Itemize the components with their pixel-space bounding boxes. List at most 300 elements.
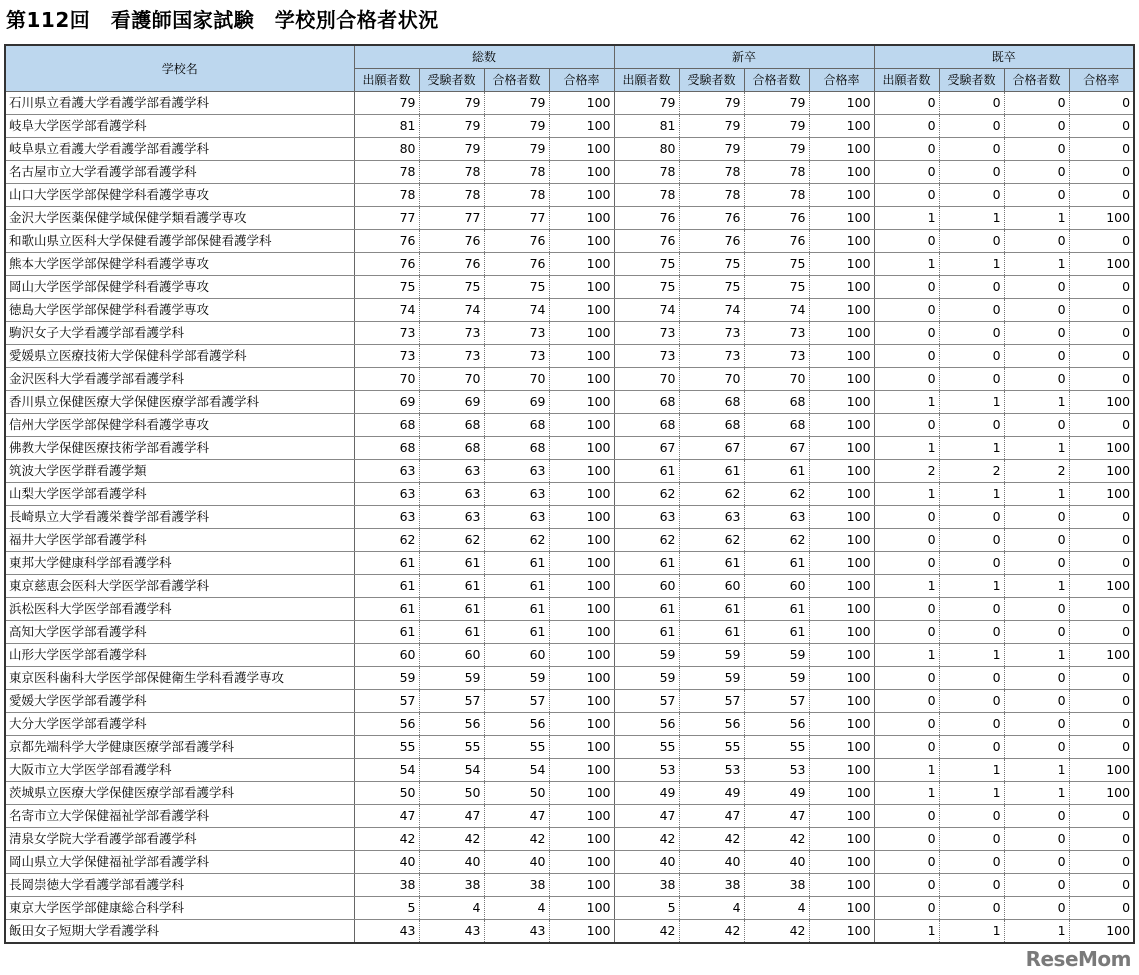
value-cell: 0 (874, 345, 939, 368)
value-cell: 59 (614, 644, 679, 667)
value-cell: 1 (874, 437, 939, 460)
value-cell: 0 (874, 115, 939, 138)
value-cell: 100 (549, 690, 614, 713)
value-cell: 100 (549, 460, 614, 483)
table-row (5, 828, 1134, 851)
value-cell: 0 (1069, 161, 1134, 184)
value-cell: 100 (809, 828, 874, 851)
value-cell: 100 (549, 851, 614, 874)
value-cell: 40 (614, 851, 679, 874)
value-cell: 0 (939, 414, 1004, 437)
school-name-cell: 浜松医科大学医学部看護学科 (5, 598, 354, 621)
value-cell: 61 (679, 552, 744, 575)
value-cell: 73 (484, 345, 549, 368)
value-cell: 38 (484, 874, 549, 897)
value-cell: 68 (744, 391, 809, 414)
value-cell: 0 (939, 598, 1004, 621)
value-cell: 0 (874, 322, 939, 345)
value-cell: 67 (744, 437, 809, 460)
value-cell: 68 (679, 414, 744, 437)
value-cell: 100 (549, 184, 614, 207)
value-cell: 100 (809, 713, 874, 736)
value-cell: 0 (939, 230, 1004, 253)
value-cell: 0 (874, 529, 939, 552)
value-cell: 69 (354, 391, 419, 414)
value-cell: 61 (354, 552, 419, 575)
value-cell: 61 (614, 598, 679, 621)
value-cell: 0 (874, 736, 939, 759)
value-cell: 2 (939, 460, 1004, 483)
value-cell: 100 (549, 529, 614, 552)
value-cell: 59 (419, 667, 484, 690)
value-cell: 68 (354, 437, 419, 460)
value-cell: 73 (419, 322, 484, 345)
value-cell: 62 (614, 529, 679, 552)
value-cell: 42 (419, 828, 484, 851)
school-name-cell: 山口大学医学部保健学科看護学専攻 (5, 184, 354, 207)
value-cell: 68 (354, 414, 419, 437)
value-cell: 0 (1069, 713, 1134, 736)
resemom-logo: ReseMom (1025, 947, 1131, 971)
value-cell: 78 (354, 161, 419, 184)
value-cell: 100 (1069, 460, 1134, 483)
value-cell: 100 (1069, 253, 1134, 276)
value-cell: 0 (1069, 552, 1134, 575)
value-cell: 56 (484, 713, 549, 736)
value-cell: 79 (744, 138, 809, 161)
value-cell: 73 (679, 345, 744, 368)
value-cell: 100 (549, 483, 614, 506)
value-cell: 56 (679, 713, 744, 736)
value-cell: 78 (614, 184, 679, 207)
value-cell: 69 (484, 391, 549, 414)
value-cell: 100 (809, 667, 874, 690)
value-cell: 100 (549, 713, 614, 736)
value-cell: 61 (419, 575, 484, 598)
value-cell: 77 (484, 207, 549, 230)
table-row (5, 575, 1134, 598)
value-cell: 0 (1004, 368, 1069, 391)
value-cell: 61 (744, 598, 809, 621)
value-cell: 0 (1004, 851, 1069, 874)
table-row (5, 598, 1134, 621)
value-cell: 1 (874, 207, 939, 230)
school-name-cell: 大阪市立大学医学部看護学科 (5, 759, 354, 782)
school-name-cell: 佛教大学保健医療技術学部看護学科 (5, 437, 354, 460)
value-cell: 100 (809, 782, 874, 805)
value-cell: 76 (484, 230, 549, 253)
value-cell: 0 (1004, 414, 1069, 437)
value-cell: 100 (549, 667, 614, 690)
table-row (5, 552, 1134, 575)
table-row (5, 667, 1134, 690)
value-cell: 63 (484, 483, 549, 506)
value-cell: 100 (549, 897, 614, 920)
value-cell: 100 (809, 184, 874, 207)
value-cell: 38 (744, 874, 809, 897)
value-cell: 50 (419, 782, 484, 805)
value-cell: 61 (679, 621, 744, 644)
value-cell: 0 (1004, 230, 1069, 253)
value-cell: 57 (614, 690, 679, 713)
value-cell: 100 (549, 782, 614, 805)
value-cell: 42 (679, 920, 744, 944)
value-cell: 100 (549, 115, 614, 138)
value-cell: 0 (1069, 345, 1134, 368)
value-cell: 100 (809, 575, 874, 598)
value-cell: 1 (874, 391, 939, 414)
value-cell: 74 (744, 299, 809, 322)
value-cell: 0 (1004, 138, 1069, 161)
value-cell: 73 (354, 345, 419, 368)
value-cell: 0 (1069, 368, 1134, 391)
value-cell: 1 (874, 575, 939, 598)
value-cell: 63 (419, 460, 484, 483)
value-cell: 4 (679, 897, 744, 920)
table-row (5, 529, 1134, 552)
value-cell: 0 (939, 115, 1004, 138)
value-cell: 67 (614, 437, 679, 460)
value-cell: 43 (484, 920, 549, 944)
value-cell: 0 (874, 667, 939, 690)
table-row (5, 345, 1134, 368)
value-cell: 1 (1004, 483, 1069, 506)
value-cell: 0 (874, 92, 939, 115)
value-cell: 61 (679, 460, 744, 483)
value-cell: 59 (679, 667, 744, 690)
value-cell: 100 (1069, 644, 1134, 667)
table-row (5, 874, 1134, 897)
value-cell: 100 (1069, 575, 1134, 598)
school-name-cell: 駒沢女子大学看護学部看護学科 (5, 322, 354, 345)
value-cell: 61 (614, 552, 679, 575)
value-cell: 1 (939, 920, 1004, 944)
value-cell: 74 (614, 299, 679, 322)
value-cell: 100 (809, 644, 874, 667)
table-row (5, 920, 1134, 944)
value-cell: 100 (809, 483, 874, 506)
value-cell: 0 (1069, 529, 1134, 552)
value-cell: 0 (874, 598, 939, 621)
value-cell: 0 (939, 805, 1004, 828)
value-cell: 1 (939, 759, 1004, 782)
school-column-header: 学校名 (5, 45, 354, 92)
value-cell: 100 (809, 529, 874, 552)
value-cell: 68 (679, 391, 744, 414)
value-cell: 63 (354, 460, 419, 483)
value-cell: 78 (679, 161, 744, 184)
value-cell: 0 (1069, 874, 1134, 897)
value-cell: 100 (1069, 437, 1134, 460)
value-cell: 70 (484, 368, 549, 391)
value-cell: 0 (1069, 690, 1134, 713)
value-cell: 100 (1069, 759, 1134, 782)
value-cell: 53 (614, 759, 679, 782)
value-cell: 100 (809, 115, 874, 138)
value-cell: 100 (549, 345, 614, 368)
school-name-cell: 香川県立保健医療大学保健医療学部看護学科 (5, 391, 354, 414)
school-name-cell: 福井大学医学部看護学科 (5, 529, 354, 552)
value-cell: 68 (744, 414, 809, 437)
value-cell: 100 (809, 851, 874, 874)
value-cell: 0 (1069, 805, 1134, 828)
school-name-cell: 信州大学医学部保健学科看護学専攻 (5, 414, 354, 437)
value-cell: 0 (1004, 805, 1069, 828)
value-cell: 50 (484, 782, 549, 805)
value-cell: 38 (614, 874, 679, 897)
value-cell: 1 (939, 253, 1004, 276)
value-cell: 54 (484, 759, 549, 782)
value-cell: 78 (354, 184, 419, 207)
value-cell: 63 (484, 460, 549, 483)
value-cell: 100 (549, 161, 614, 184)
value-cell: 76 (614, 230, 679, 253)
table-body (5, 92, 1134, 944)
value-cell: 100 (809, 437, 874, 460)
table-row (5, 253, 1134, 276)
school-name-cell: 岡山大学医学部保健学科看護学専攻 (5, 276, 354, 299)
value-cell: 56 (419, 713, 484, 736)
value-cell: 76 (419, 230, 484, 253)
value-cell: 79 (484, 138, 549, 161)
table-row (5, 230, 1134, 253)
value-cell: 40 (354, 851, 419, 874)
value-cell: 60 (744, 575, 809, 598)
value-cell: 100 (549, 414, 614, 437)
value-cell: 1 (874, 644, 939, 667)
value-cell: 61 (484, 598, 549, 621)
value-cell: 0 (939, 345, 1004, 368)
value-cell: 100 (549, 621, 614, 644)
value-cell: 1 (939, 782, 1004, 805)
value-cell: 4 (484, 897, 549, 920)
value-cell: 62 (484, 529, 549, 552)
value-cell: 63 (419, 483, 484, 506)
value-cell: 100 (549, 552, 614, 575)
value-cell: 0 (939, 506, 1004, 529)
value-cell: 79 (679, 138, 744, 161)
value-cell: 55 (614, 736, 679, 759)
value-cell: 59 (744, 667, 809, 690)
value-cell: 61 (744, 621, 809, 644)
value-cell: 42 (744, 920, 809, 944)
value-cell: 0 (874, 506, 939, 529)
value-cell: 57 (744, 690, 809, 713)
value-cell: 0 (939, 713, 1004, 736)
school-name-cell: 茨城県立医療大学保健医療学部看護学科 (5, 782, 354, 805)
value-cell: 0 (874, 851, 939, 874)
table-row (5, 322, 1134, 345)
value-cell: 79 (354, 92, 419, 115)
subcol-examinees: 受験者数 (419, 69, 484, 92)
value-cell: 100 (549, 828, 614, 851)
school-name-cell: 東京慈恵会医科大学医学部看護学科 (5, 575, 354, 598)
value-cell: 40 (419, 851, 484, 874)
value-cell: 76 (679, 230, 744, 253)
value-cell: 100 (809, 759, 874, 782)
school-name-cell: 熊本大学医学部保健学科看護学専攻 (5, 253, 354, 276)
value-cell: 1 (939, 391, 1004, 414)
value-cell: 79 (744, 92, 809, 115)
value-cell: 63 (419, 506, 484, 529)
table-row (5, 690, 1134, 713)
value-cell: 79 (614, 92, 679, 115)
value-cell: 100 (809, 276, 874, 299)
value-cell: 76 (354, 253, 419, 276)
value-cell: 1 (1004, 759, 1069, 782)
table-row (5, 437, 1134, 460)
value-cell: 0 (939, 667, 1004, 690)
value-cell: 61 (744, 460, 809, 483)
value-cell: 1 (1004, 253, 1069, 276)
table-row (5, 759, 1134, 782)
value-cell: 0 (1004, 92, 1069, 115)
value-cell: 100 (549, 759, 614, 782)
value-cell: 60 (614, 575, 679, 598)
value-cell: 0 (874, 230, 939, 253)
value-cell: 100 (809, 299, 874, 322)
value-cell: 0 (939, 92, 1004, 115)
value-cell: 57 (484, 690, 549, 713)
value-cell: 73 (614, 345, 679, 368)
table-row (5, 299, 1134, 322)
value-cell: 100 (549, 276, 614, 299)
subcol-pass-rate: 合格率 (549, 69, 614, 92)
value-cell: 0 (874, 690, 939, 713)
value-cell: 100 (809, 230, 874, 253)
value-cell: 80 (354, 138, 419, 161)
value-cell: 43 (419, 920, 484, 944)
value-cell: 76 (614, 207, 679, 230)
value-cell: 49 (679, 782, 744, 805)
value-cell: 42 (744, 828, 809, 851)
value-cell: 75 (614, 253, 679, 276)
school-name-cell: 岡山県立大学保健福祉学部看護学科 (5, 851, 354, 874)
value-cell: 62 (419, 529, 484, 552)
value-cell: 1 (1004, 782, 1069, 805)
value-cell: 78 (484, 184, 549, 207)
value-cell: 62 (679, 529, 744, 552)
value-cell: 100 (809, 506, 874, 529)
school-name-cell: 山形大学医学部看護学科 (5, 644, 354, 667)
value-cell: 63 (679, 506, 744, 529)
value-cell: 70 (679, 368, 744, 391)
value-cell: 42 (484, 828, 549, 851)
value-cell: 100 (549, 874, 614, 897)
value-cell: 0 (1069, 667, 1134, 690)
school-name-cell: 筑波大学医学群看護学類 (5, 460, 354, 483)
value-cell: 100 (809, 345, 874, 368)
group-header-past-graduates: 既卒 (874, 45, 1134, 69)
value-cell: 100 (1069, 920, 1134, 944)
group-header-new-graduates: 新卒 (614, 45, 874, 69)
subcol-passers: 合格者数 (484, 69, 549, 92)
value-cell: 80 (614, 138, 679, 161)
value-cell: 67 (679, 437, 744, 460)
value-cell: 0 (1004, 322, 1069, 345)
value-cell: 100 (1069, 782, 1134, 805)
value-cell: 79 (484, 92, 549, 115)
value-cell: 100 (809, 874, 874, 897)
subcol-passers: 合格者数 (1004, 69, 1069, 92)
value-cell: 0 (874, 368, 939, 391)
value-cell: 55 (744, 736, 809, 759)
value-cell: 73 (614, 322, 679, 345)
value-cell: 73 (484, 322, 549, 345)
subcol-applicants: 出願者数 (614, 69, 679, 92)
value-cell: 54 (354, 759, 419, 782)
school-name-cell: 徳島大学医学部保健学科看護学専攻 (5, 299, 354, 322)
value-cell: 55 (354, 736, 419, 759)
value-cell: 100 (549, 805, 614, 828)
value-cell: 74 (419, 299, 484, 322)
value-cell: 100 (1069, 207, 1134, 230)
value-cell: 0 (939, 828, 1004, 851)
subcol-applicants: 出願者数 (874, 69, 939, 92)
value-cell: 61 (484, 575, 549, 598)
value-cell: 50 (354, 782, 419, 805)
value-cell: 77 (354, 207, 419, 230)
value-cell: 0 (874, 805, 939, 828)
value-cell: 61 (419, 621, 484, 644)
value-cell: 100 (549, 437, 614, 460)
school-name-cell: 愛媛県立医療技術大学保健科学部看護学科 (5, 345, 354, 368)
value-cell: 0 (1004, 345, 1069, 368)
value-cell: 69 (419, 391, 484, 414)
table-row (5, 92, 1134, 115)
value-cell: 100 (809, 460, 874, 483)
value-cell: 38 (354, 874, 419, 897)
value-cell: 53 (744, 759, 809, 782)
value-cell: 100 (549, 391, 614, 414)
value-cell: 4 (744, 897, 809, 920)
value-cell: 0 (874, 138, 939, 161)
value-cell: 100 (809, 621, 874, 644)
value-cell: 47 (484, 805, 549, 828)
value-cell: 0 (939, 736, 1004, 759)
table-row (5, 736, 1134, 759)
value-cell: 61 (354, 598, 419, 621)
school-name-cell: 山梨大学医学部看護学科 (5, 483, 354, 506)
value-cell: 74 (679, 299, 744, 322)
value-cell: 0 (939, 368, 1004, 391)
value-cell: 76 (354, 230, 419, 253)
value-cell: 61 (744, 552, 809, 575)
value-cell: 61 (614, 621, 679, 644)
value-cell: 0 (1004, 874, 1069, 897)
value-cell: 63 (354, 506, 419, 529)
value-cell: 40 (679, 851, 744, 874)
table-row (5, 506, 1134, 529)
value-cell: 100 (549, 230, 614, 253)
value-cell: 0 (1004, 184, 1069, 207)
value-cell: 56 (354, 713, 419, 736)
value-cell: 100 (549, 644, 614, 667)
value-cell: 100 (809, 161, 874, 184)
value-cell: 0 (1069, 621, 1134, 644)
value-cell: 100 (549, 207, 614, 230)
value-cell: 42 (679, 828, 744, 851)
value-cell: 56 (744, 713, 809, 736)
value-cell: 100 (809, 552, 874, 575)
value-cell: 68 (484, 414, 549, 437)
value-cell: 79 (419, 92, 484, 115)
value-cell: 59 (679, 644, 744, 667)
value-cell: 0 (1004, 828, 1069, 851)
value-cell: 100 (809, 897, 874, 920)
value-cell: 100 (809, 391, 874, 414)
value-cell: 0 (1004, 690, 1069, 713)
